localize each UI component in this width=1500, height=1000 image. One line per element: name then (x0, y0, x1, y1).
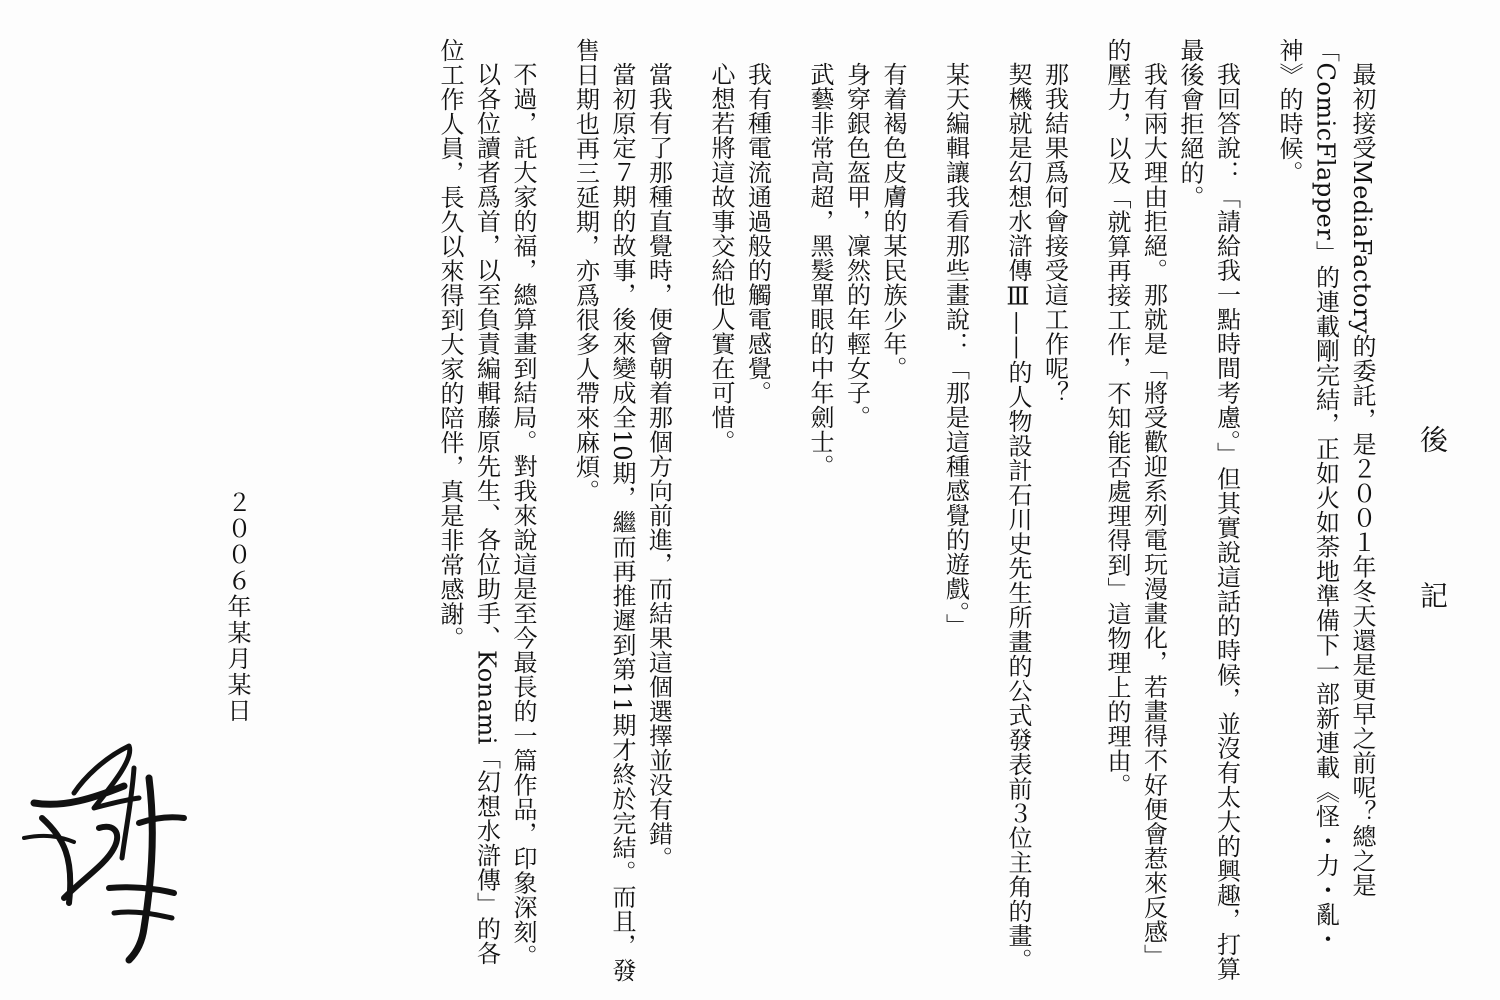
paragraph: 當初原定７期的故事，後來變成全10期，繼而再推遲到第11期才終於完結。而且，發售日期也再三延期，亦爲很多人帶來麻煩。 (571, 38, 636, 983)
paragraph: 某天編輯讓我看那些畫說：「那是這種感覺的遊戲。」 (941, 62, 970, 638)
paragraph: 以各位讀者爲首，以至負責編輯藤原先生、各位助手、Konami「幻想水滸傳」的各位工作人員，長久以來得到大家的陪伴，真是非常感謝。 (436, 38, 501, 966)
paragraph: 我有種電流通過般的觸電感覺。 (743, 62, 772, 405)
paragraph: 有着褐色皮膚的某民族少年。 (879, 62, 907, 381)
paragraph: 最初接受MediaFactory的委託，是２００１年冬天還是更早之前呢？總之是「ComicFlapper」的連載剛完結，正如火如荼地準備下一部新連載《怪・力・亂・神》的時候。 (1275, 38, 1376, 951)
author-signature (14, 738, 194, 968)
paragraph: 不過，託大家的福，總算畫到結局。對我來說這是至今最長的一篇作品，印象深刻。 (509, 62, 537, 969)
paragraph: 心想若將這故事交給他人實在可惜。 (707, 62, 735, 454)
paragraph: 我回答說：「請給我一點時間考慮。」但其實說這話的時候，並沒有太大的興趣，打算最後會拒絕的。 (1176, 38, 1241, 981)
paragraph: 契機就是幻想水滸傳Ⅲ——的人物設計石川史先生所畫的公式發表前３位主角的畫。 (1004, 62, 1032, 973)
date-line: ２００６年某月某日 (223, 490, 251, 724)
paragraph: 武藝非常高超，黑髮單眼的中年劍士。 (806, 62, 834, 479)
paragraph: 那我結果爲何會接受這工作呢？ (1040, 62, 1069, 405)
page-title: 後 記 (1416, 425, 1449, 659)
afterword-body (80, 38, 1380, 983)
paragraph: 我有兩大理由拒絕。那就是「將受歡迎系列電玩漫畫化，若畫得不好便會惹來反感」的壓力，以及「就算再接工作，不知能否處理得到」這物理上的理由。 (1103, 38, 1168, 969)
paragraph: 身穿銀色盔甲，凜然的年輕女子。 (842, 62, 871, 430)
paragraph: 當我有了那種直覺時，便會朝着那個方向前進，而結果這個選擇並没有錯。 (644, 62, 673, 871)
